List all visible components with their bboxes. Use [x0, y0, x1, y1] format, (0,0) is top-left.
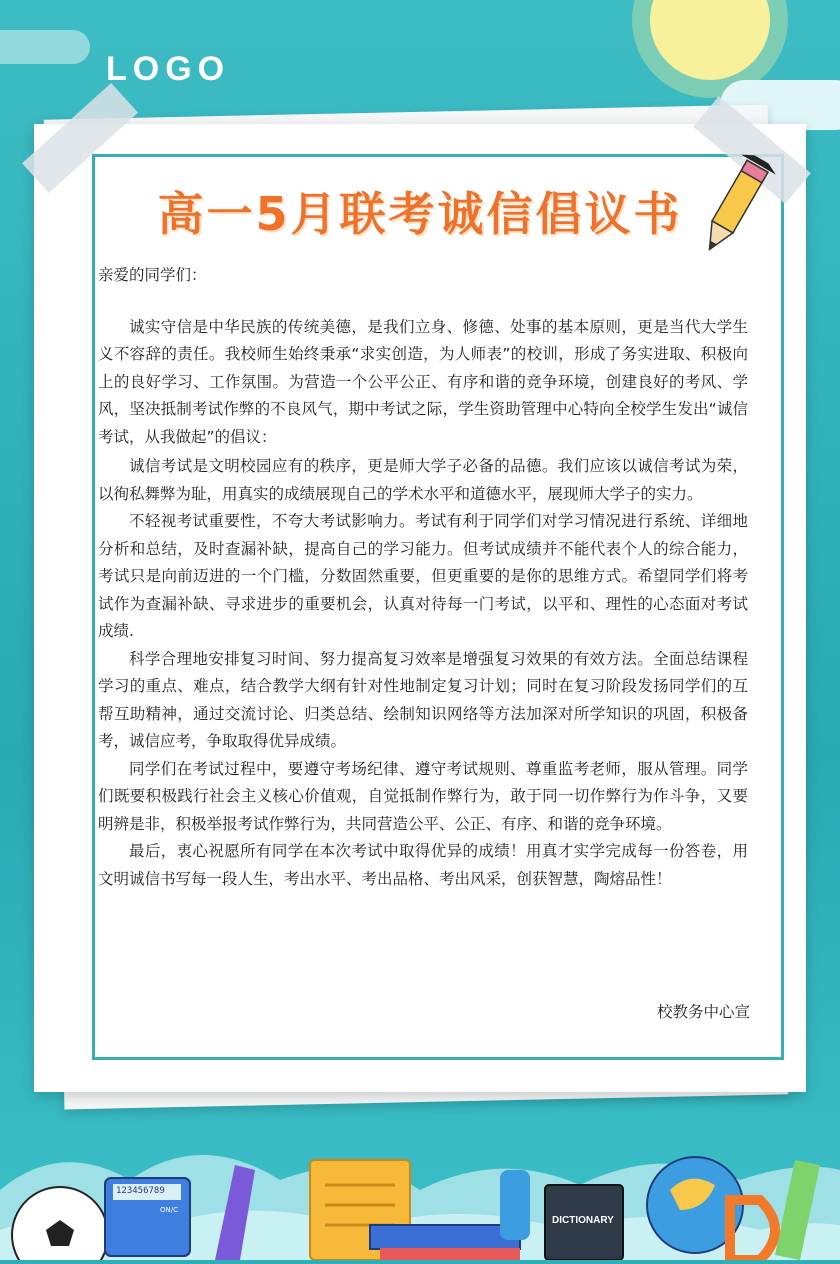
book-stack-icon	[370, 1225, 520, 1249]
greeting: 亲爱的同学们：	[98, 266, 207, 284]
calculator-display: 123456789	[116, 1186, 165, 1196]
paragraph: 诚信考试是文明校园应有的秩序，更是师大学子必备的品德。我们应该以诚信考试为荣，以徇私舞弊为耻，用真实的成绩展现自己的学术水平和道德水平，展现师大学子的实力。	[98, 457, 748, 503]
signature: 校教务中心宣	[656, 1003, 750, 1021]
microscope-icon	[500, 1170, 530, 1240]
scene-illustration	[0, 1060, 840, 1260]
calculator-key-label: ON/C	[160, 1206, 178, 1214]
paragraph: 不轻视考试重要性，不夸大考试影响力。考试有利于同学们对学习情况进行系统、详细地分析和总结，及时查漏补缺，提高自己的学习能力。但考试成绩并不能代表个人的综合能力，考试只是向前迈进的一个门槛，分数固然重要，但更重要的是你的思维方式。希望同学们将考试作为查漏补缺、寻求进步的重要机会，认真对待每一门考试，以平和、理性的心态面对考试成绩.	[98, 512, 748, 640]
page-title: 高一5月联考诚信倡议书	[157, 187, 683, 241]
cloud-icon	[0, 30, 90, 64]
dictionary-label: DICTIONARY	[552, 1215, 614, 1226]
letter-body	[98, 262, 748, 893]
paragraph: 科学合理地安排复习时间、努力提高复习效率是增强复习效果的有效方法。全面总结课程学习的重点、难点，结合教学大纲有针对性地制定复习计划；同时在复习阶段发扬同学们的互帮互助精神，通过交流讨论、归类总结、绘制知识网络等方法加深对所学知识的巩固，积极备考，诚信应考，争取取得优异成绩。	[98, 649, 748, 750]
paragraph: 诚实守信是中华民族的传统美德，是我们立身、修德、处事的基本原则，更是当代大学生义不容辞的责任。我校师生始终秉承“求实创造，为人师表”的校训，形成了务实进取、积极向上的良好学习、工作氛围。为营造一个公平公正、有序和谐的竞争环境，创建良好的考风、学风，坚决抵制考试作弊的不良风气，期中考试之际，学生资助管理中心特向全校学生发出“诚信考试，从我做起”的倡议：	[98, 317, 748, 446]
paragraph: 最后，衷心祝愿所有同学在本次考试中取得优异的成绩！用真才实学完成每一份答卷，用文明诚信书写每一段人生，考出水平、考出品格、考出风采，创获智慧，陶熔品性！	[98, 842, 748, 888]
paragraph: 同学们在考试过程中，要遵守考场纪律、遵守考试规则、尊重监考老师，服从管理。同学们既要积极践行社会主义核心价值观，自觉抵制作弊行为，敢于同一切作弊行为作斗争，又要明辨是非，积极举报考试作弊行为，共同营造公平、公正、有序、和谐的竞争环境。	[98, 759, 748, 833]
logo: LOGO	[106, 50, 231, 88]
school-supplies-scene	[0, 1060, 840, 1260]
